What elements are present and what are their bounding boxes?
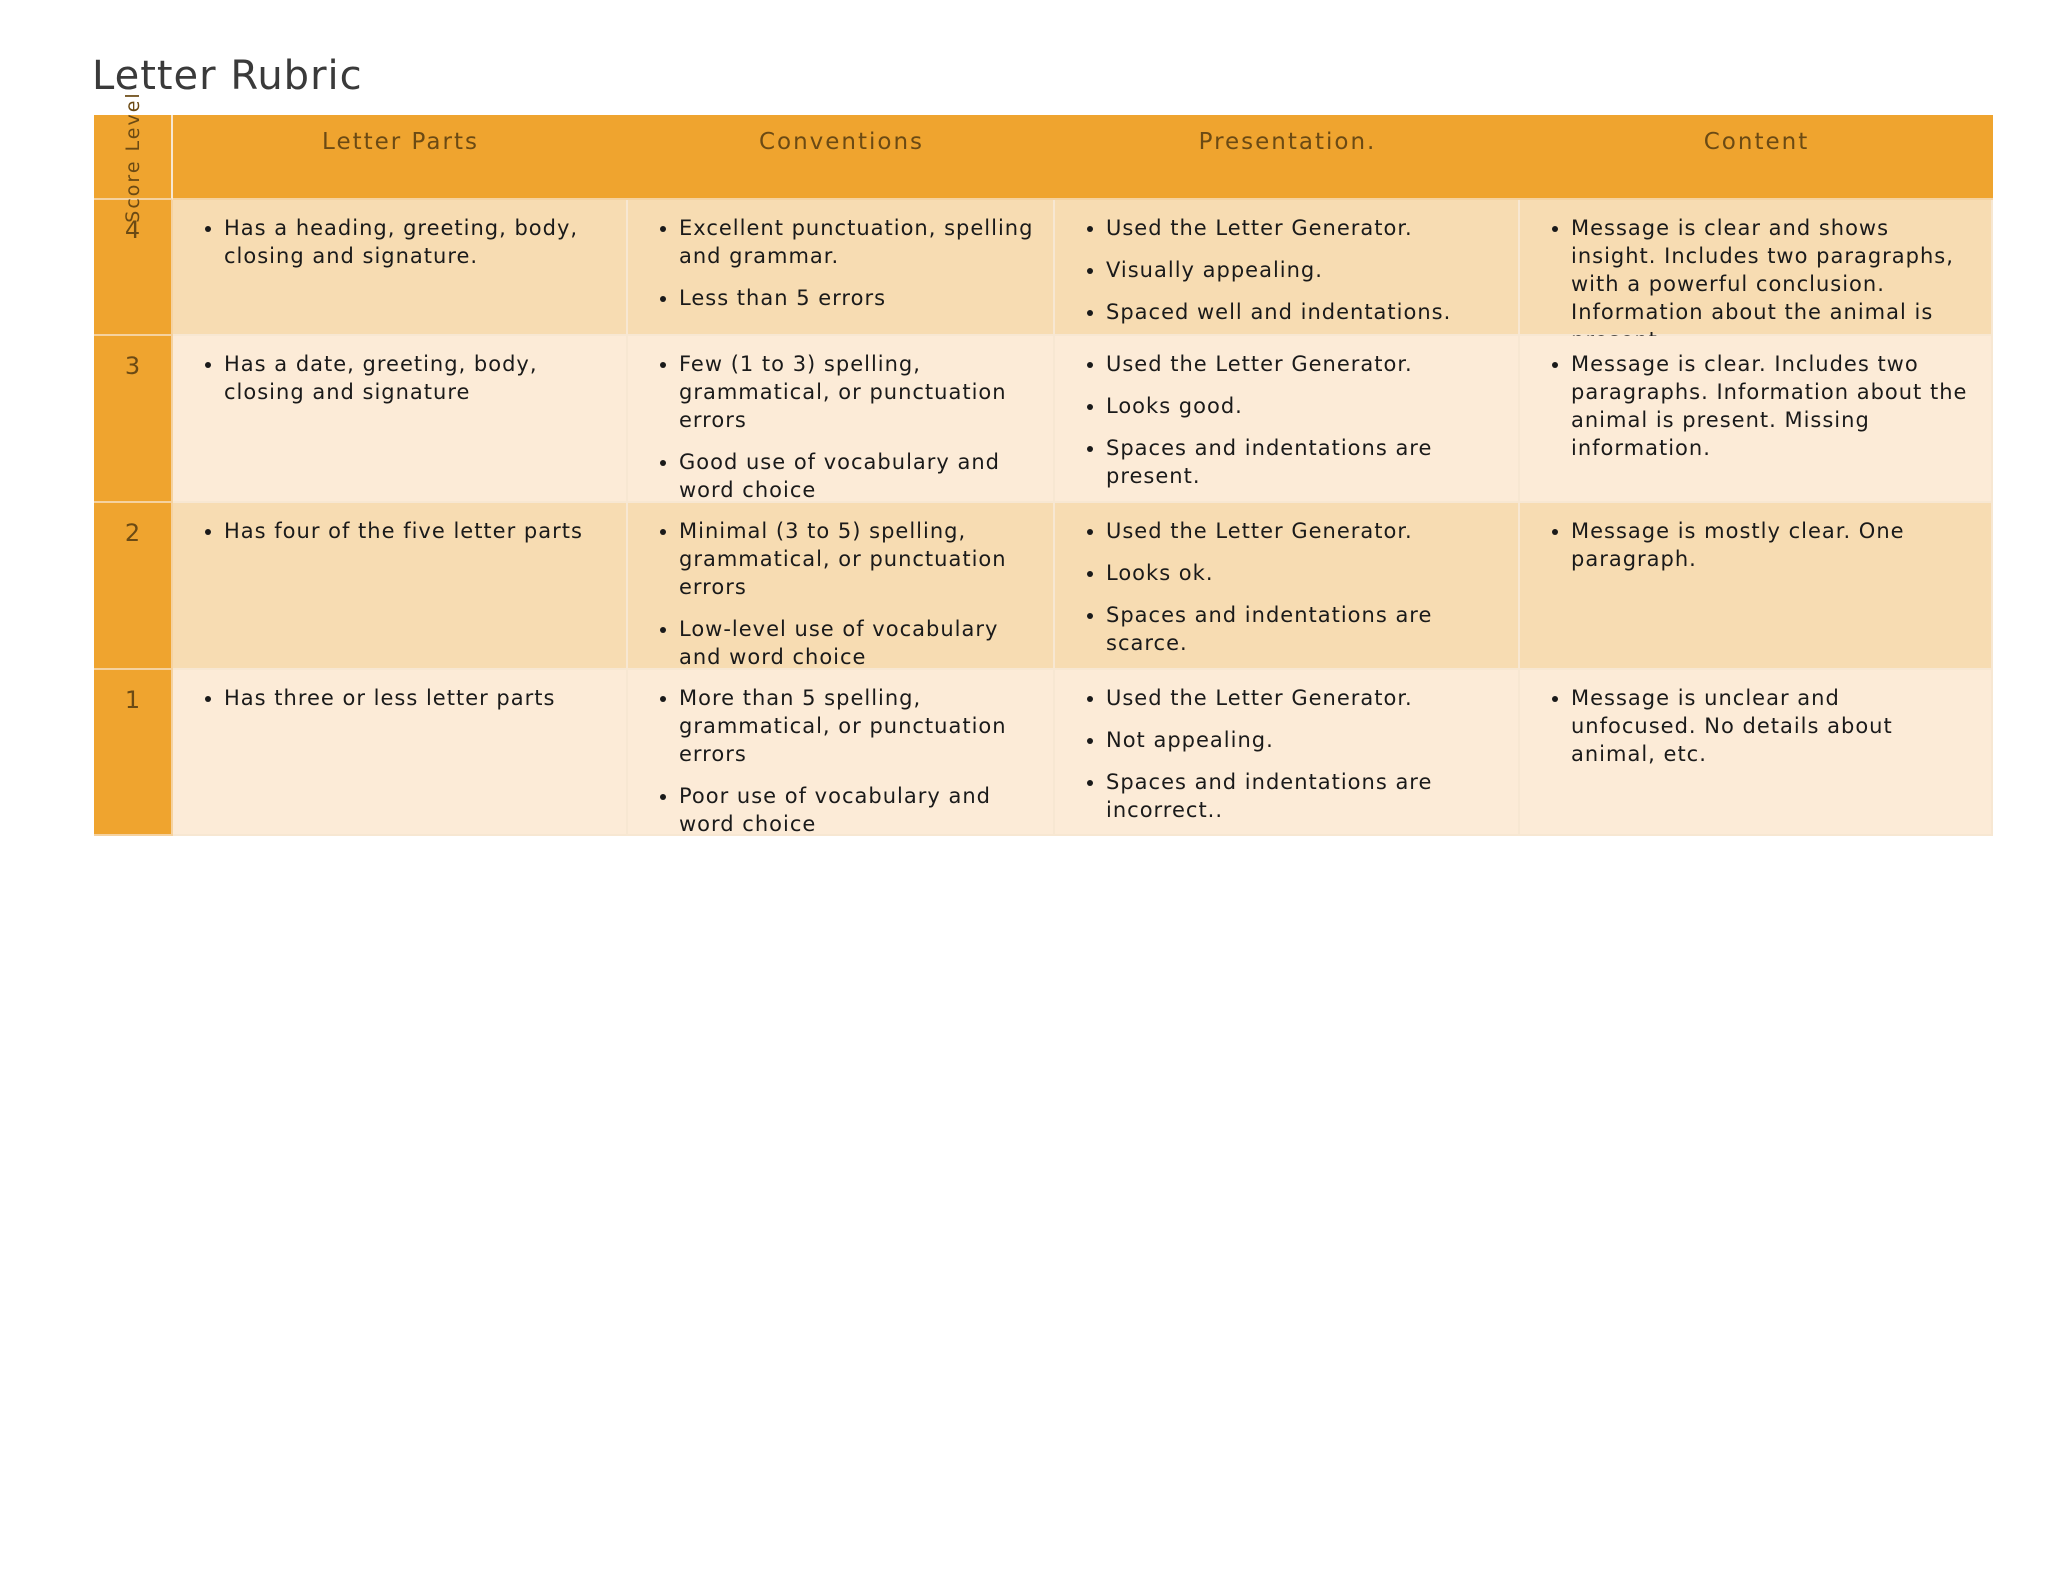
- criterion-item: • Good use of vocabulary and word choice: [679, 448, 1035, 504]
- criterion-item: • Low-level use of vocabulary and word choice: [679, 615, 1035, 671]
- criterion-item: • Excellent punctuation, spelling and grammar.: [679, 214, 1035, 270]
- criterion-item: • Has four of the five letter parts: [224, 517, 608, 545]
- conventions-cell: [628, 670, 1055, 836]
- rubric-table: [94, 90, 1993, 836]
- score-cell: 1: [94, 670, 173, 836]
- criterion-item: • Less than 5 errors: [679, 284, 1035, 312]
- criterion-item: • Used the Letter Generator.: [1106, 350, 1500, 378]
- letter-parts-cell: [173, 670, 628, 836]
- content-cell: [1520, 200, 1993, 336]
- letter-parts-cell: [173, 503, 628, 670]
- criterion-item: • Has a date, greeting, body, closing and signature: [224, 350, 608, 406]
- criterion-item: • Has a heading, greeting, body, closing and signature.: [224, 214, 608, 270]
- criterion-item: • Has three or less letter parts: [224, 684, 608, 712]
- criterion-item: • Few (1 to 3) spelling, grammatical, or punctuation errors: [679, 350, 1035, 434]
- column-header-letter-parts: Letter Parts: [173, 115, 628, 200]
- criterion-item: • Looks good.: [1106, 392, 1500, 420]
- criterion-item: • Message is clear. Includes two paragraphs. Information about the animal is present. Missing information.: [1571, 350, 1973, 462]
- column-header-content: Content: [1520, 115, 1993, 200]
- criterion-item: • Message is clear and shows insight. Includes two paragraphs, with a powerful conclusion. Information about the animal is: [1571, 214, 1973, 354]
- criterion-item: • Message is mostly clear. One paragraph.: [1571, 517, 1973, 573]
- conventions-cell: [628, 200, 1055, 336]
- content-cell: [1520, 336, 1993, 503]
- content-cell: [1520, 503, 1993, 670]
- criterion-item: • Looks ok.: [1106, 559, 1500, 587]
- criterion-item: • Spaces and indentations are present.: [1106, 434, 1500, 490]
- presentation-cell: [1055, 670, 1520, 836]
- criterion-item: • Used the Letter Generator.: [1106, 214, 1500, 242]
- column-header-presentation: Presentation.: [1055, 115, 1520, 200]
- score-level-label: Score Level: [121, 90, 144, 223]
- criterion-item: • Used the Letter Generator.: [1106, 684, 1500, 712]
- criterion-item: • Spaces and indentations are scarce.: [1106, 601, 1500, 657]
- letter-parts-cell: [173, 336, 628, 503]
- criterion-item: • More than 5 spelling, grammatical, or punctuation errors: [679, 684, 1035, 768]
- score-level-header: [94, 90, 173, 223]
- column-header-conventions: Conventions: [628, 115, 1055, 200]
- criterion-item: • Not appealing.: [1106, 726, 1500, 754]
- conventions-cell: [628, 503, 1055, 670]
- presentation-cell: [1055, 336, 1520, 503]
- criterion-item: • Spaced well and indentations.: [1106, 298, 1500, 326]
- criterion-item: • Message is unclear and unfocused. No details about animal, etc.: [1571, 684, 1973, 768]
- presentation-cell: [1055, 200, 1520, 336]
- criterion-item: • Visually appealing.: [1106, 256, 1500, 284]
- criterion-item: • Used the Letter Generator.: [1106, 517, 1500, 545]
- score-cell: 4: [94, 200, 173, 336]
- letter-parts-cell: [173, 200, 628, 336]
- score-cell: 2: [94, 503, 173, 670]
- criterion-item: • Minimal (3 to 5) spelling, grammatical, or punctuation errors: [679, 517, 1035, 601]
- criterion-item: • Poor use of vocabulary and word choice: [679, 782, 1035, 838]
- criterion-item: • Spaces and indentations are incorrect..: [1106, 768, 1500, 824]
- presentation-cell: [1055, 503, 1520, 670]
- score-cell: 3: [94, 336, 173, 503]
- page-title: Letter Rubric: [92, 53, 363, 99]
- content-cell: [1520, 670, 1993, 836]
- conventions-cell: [628, 336, 1055, 503]
